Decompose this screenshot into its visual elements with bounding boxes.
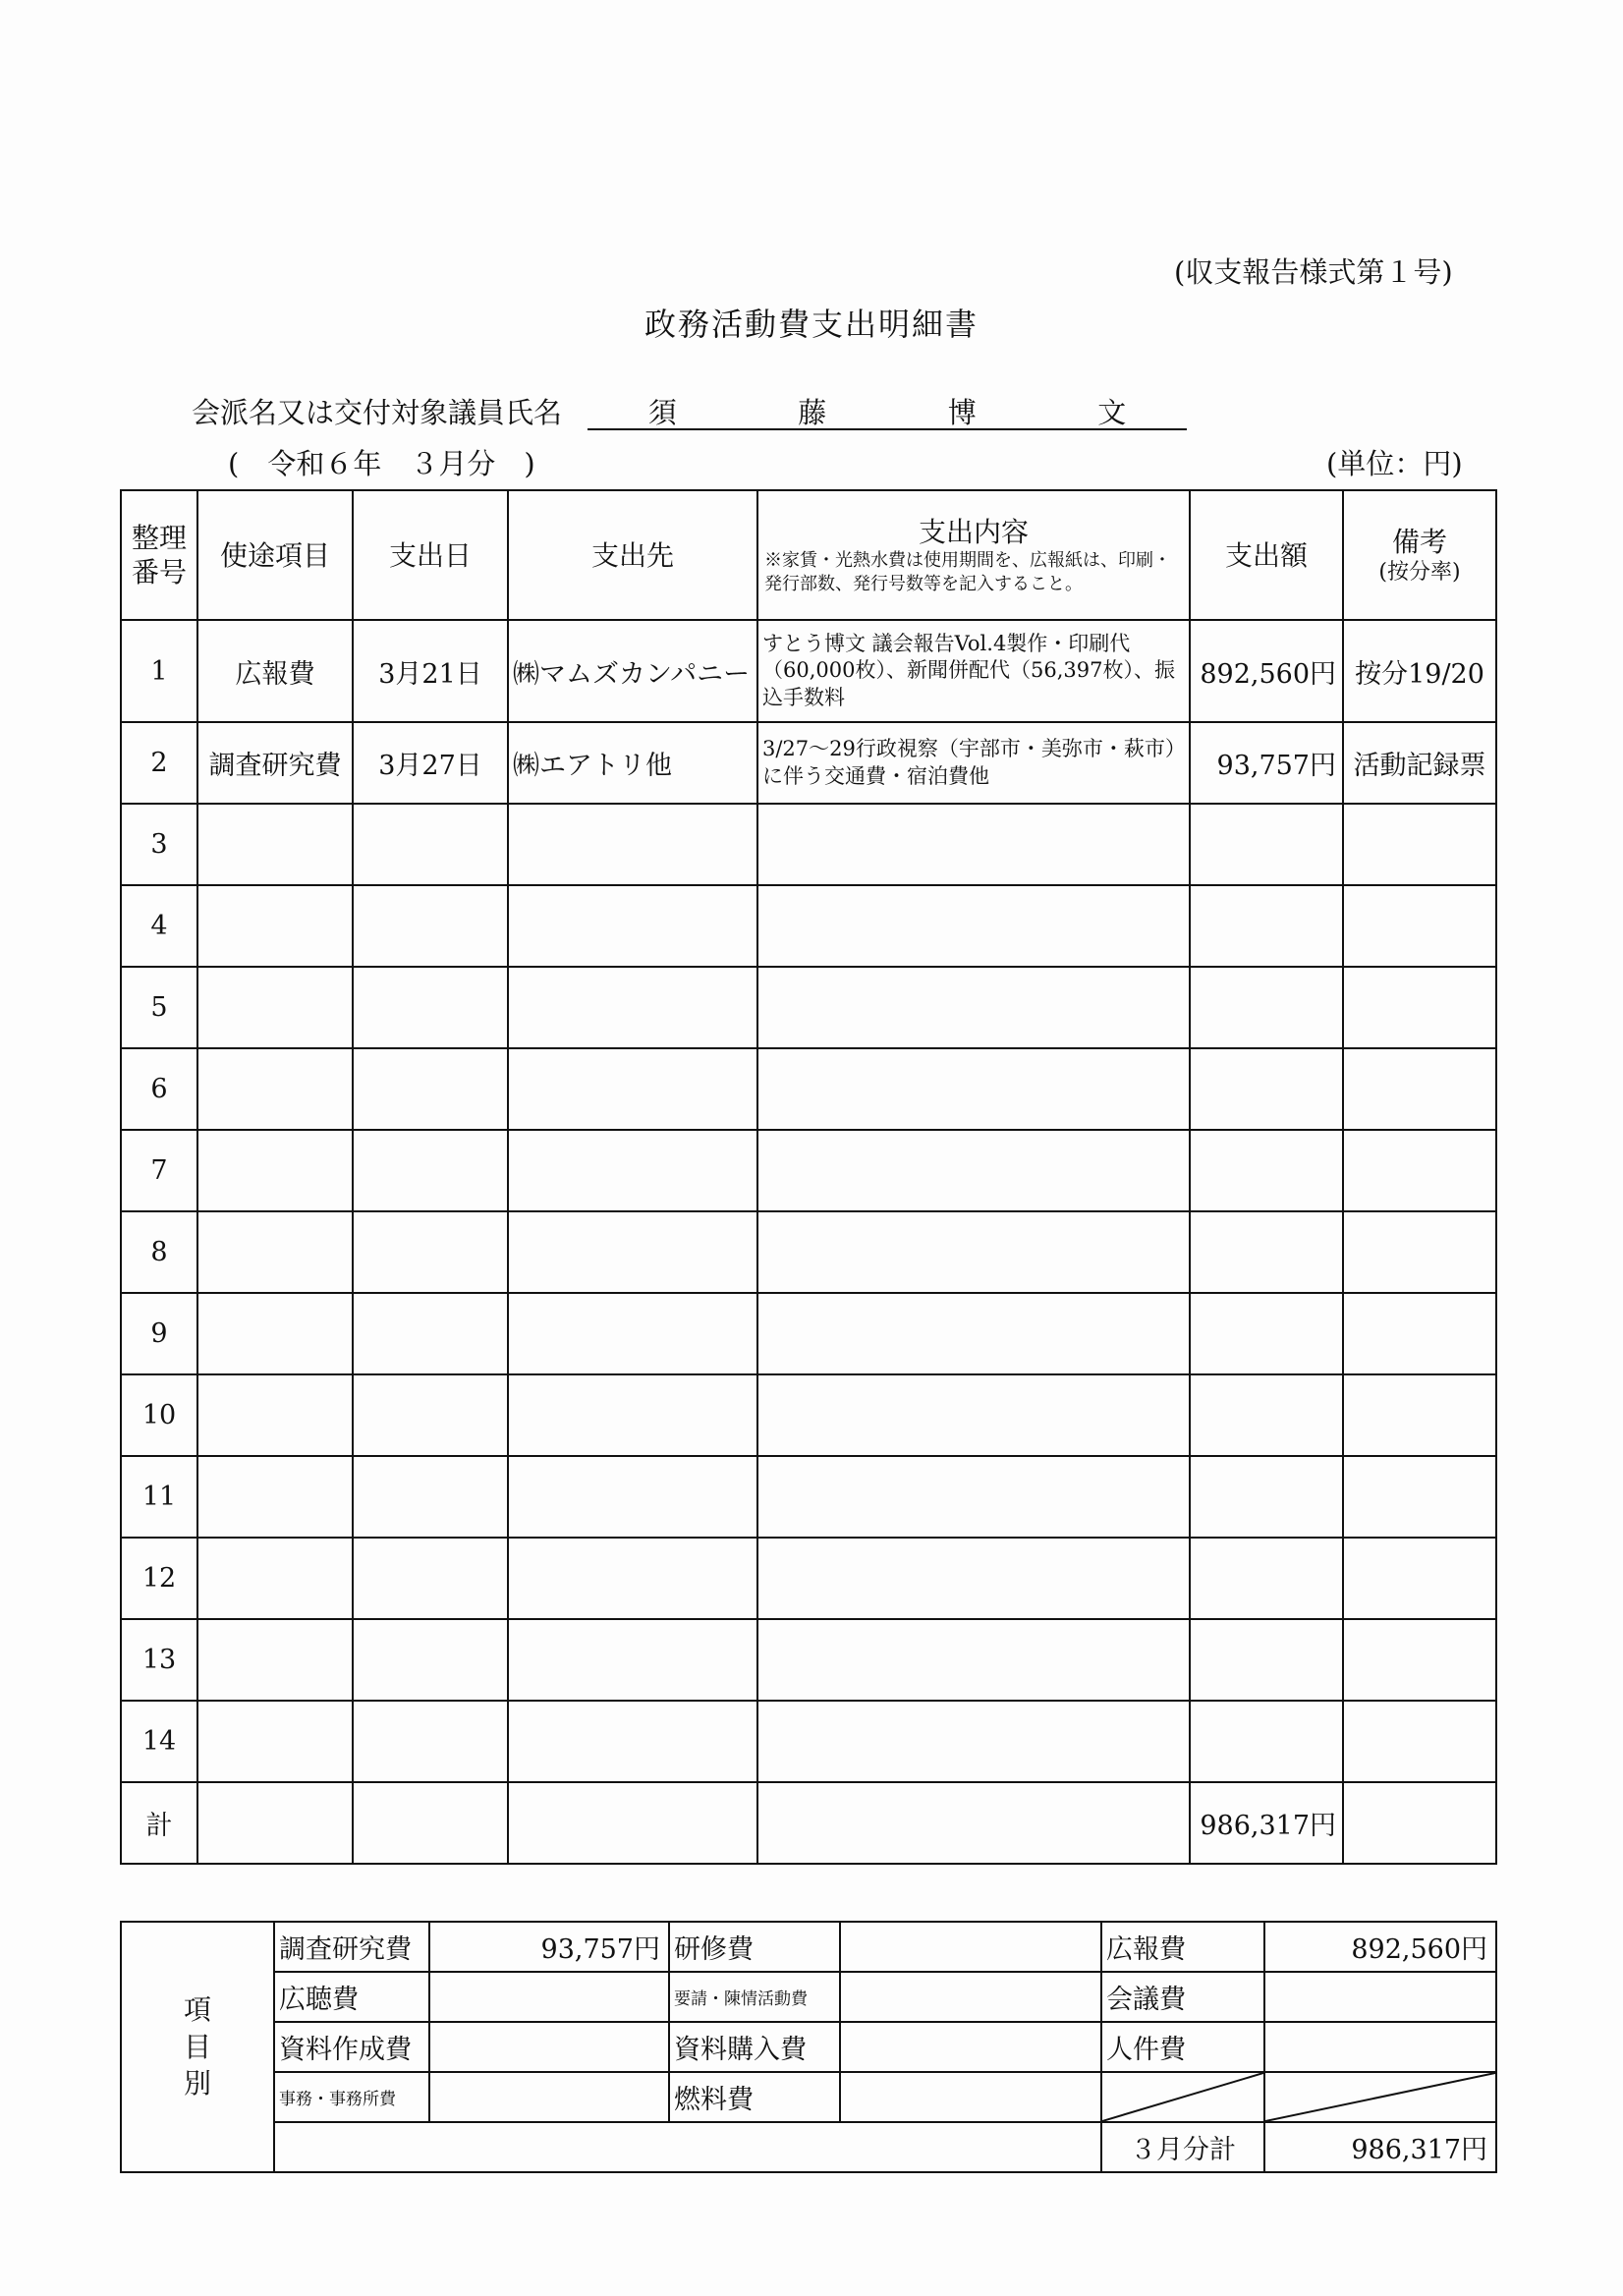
row-payee: [508, 885, 757, 967]
header-date: 支出日: [353, 490, 508, 620]
row-item: [197, 1211, 353, 1293]
row-item: [197, 885, 353, 967]
row-item: [197, 1701, 353, 1782]
table-row: [121, 967, 1496, 1048]
row-amount: [1190, 1619, 1343, 1701]
row-content: すとう博文 議会報告Vol.4製作・印刷代（60,000枚）、新聞併配代（56,397枚）、振込手数料: [757, 620, 1190, 722]
row-payee: [508, 1293, 757, 1374]
summary-label-kenshu: 研修費: [669, 1922, 840, 1972]
row-date: [353, 1211, 508, 1293]
unit-label: (単位：円): [1326, 447, 1463, 480]
table-row: [121, 1293, 1496, 1374]
diagonal-line: [1102, 2073, 1263, 2121]
summary-value-jinken: [1264, 2022, 1496, 2072]
header-row: [121, 490, 1496, 620]
row-remarks: [1343, 804, 1496, 885]
row-remarks: 活動記録票: [1343, 722, 1496, 804]
header-remarks-sub: (按分率): [1378, 559, 1461, 585]
row-no: 13: [121, 1619, 197, 1701]
name-char: 須: [647, 396, 677, 429]
row-date: [353, 1293, 508, 1374]
row-no: 14: [121, 1701, 197, 1782]
row-payee: [508, 1048, 757, 1130]
row-item: [197, 1538, 353, 1619]
header-remarks-title: 備考: [1391, 525, 1447, 558]
document-title: 政務活動費支出明細書: [644, 306, 979, 343]
row-amount: [1190, 1456, 1343, 1538]
report-period: ( 令和６年 ３月分 ): [228, 447, 535, 480]
summary-value-kaigi: [1264, 1972, 1496, 2022]
row-payee: [508, 804, 757, 885]
row-amount: [1190, 804, 1343, 885]
row-content: [757, 1782, 1190, 1864]
row-content: [757, 1701, 1190, 1782]
row-item: [197, 1048, 353, 1130]
row-item: [197, 1293, 353, 1374]
summary-label-nenryo: 燃料費: [669, 2072, 840, 2122]
row-remarks: 按分19/20: [1343, 620, 1496, 722]
table-row: [121, 804, 1496, 885]
table-row: [121, 1048, 1496, 1130]
total-row: [121, 1782, 1496, 1864]
row-no: 11: [121, 1456, 197, 1538]
summary-label-yosei: 要請・陳情活動費: [669, 1972, 840, 2022]
row-item: [197, 1782, 353, 1864]
row-date: [353, 1619, 508, 1701]
row-remarks: [1343, 1211, 1496, 1293]
summary-value-koho: 892,560円: [1264, 1922, 1496, 1972]
row-item: [197, 1374, 353, 1456]
row-remarks: [1343, 1293, 1496, 1374]
row-content: [757, 1619, 1190, 1701]
summary-side-label: 項目別: [121, 1922, 274, 2172]
header-content: [757, 490, 1190, 620]
row-item: 調査研究費: [197, 722, 353, 804]
table-row: [121, 620, 1496, 722]
table-row: [121, 722, 1496, 804]
row-payee: ㈱マムズカンパニー: [508, 620, 757, 722]
summary-value-yosei: [840, 1972, 1101, 2022]
row-remarks: [1343, 1130, 1496, 1211]
summary-label-shiryo-konyu: 資料購入費: [669, 2022, 840, 2072]
row-remarks: [1343, 1782, 1496, 1864]
row-content: [757, 1130, 1190, 1211]
faction-label: 会派名又は交付対象議員氏名: [192, 396, 563, 429]
row-content: [757, 1538, 1190, 1619]
row-content: [757, 1374, 1190, 1456]
table-row: [121, 1456, 1496, 1538]
summary-value-jimusho: [429, 2072, 669, 2122]
row-amount: [1190, 967, 1343, 1048]
summary-label-shiryo-sakusei: 資料作成費: [274, 2022, 429, 2072]
summary-label-chosa: 調査研究費: [274, 1922, 429, 1972]
summary-value-kocho: [429, 1972, 669, 2022]
category-summary-table: [120, 1921, 1497, 2173]
row-date: 3月27日: [353, 722, 508, 804]
row-item: 広報費: [197, 620, 353, 722]
header-content-title: 支出内容: [918, 516, 1029, 549]
row-date: [353, 1374, 508, 1456]
table-row: [121, 1619, 1496, 1701]
row-date: [353, 1048, 508, 1130]
diagonal-cell: [1264, 2072, 1496, 2122]
summary-label-koho: 広報費: [1101, 1922, 1264, 1972]
row-item: [197, 967, 353, 1048]
row-no: 9: [121, 1293, 197, 1374]
row-no: 7: [121, 1130, 197, 1211]
summary-value-shiryo-sakusei: [429, 2022, 669, 2072]
row-remarks: [1343, 1538, 1496, 1619]
row-no: 12: [121, 1538, 197, 1619]
row-content: [757, 1456, 1190, 1538]
row-item: [197, 1619, 353, 1701]
row-payee: [508, 1456, 757, 1538]
month-total-value: 986,317円: [1264, 2122, 1496, 2172]
summary-value-kenshu: [840, 1922, 1101, 1972]
row-content: [757, 967, 1190, 1048]
row-amount: [1190, 1048, 1343, 1130]
table-row: [121, 1130, 1496, 1211]
table-row: [121, 885, 1496, 967]
summary-label-jimusho: 事務・事務所費: [274, 2072, 429, 2122]
table-row: [121, 1701, 1496, 1782]
row-no: 6: [121, 1048, 197, 1130]
row-payee: [508, 1701, 757, 1782]
row-content: [757, 1293, 1190, 1374]
row-payee: [508, 1211, 757, 1293]
row-no: 4: [121, 885, 197, 967]
row-date: [353, 1456, 508, 1538]
form-number: (収支報告様式第１号): [1174, 255, 1453, 289]
row-content: [757, 804, 1190, 885]
row-remarks: [1343, 1619, 1496, 1701]
row-remarks: [1343, 1456, 1496, 1538]
row-amount: [1190, 1130, 1343, 1211]
total-label: 計: [121, 1782, 197, 1864]
expense-table: [120, 489, 1497, 1865]
row-no: 2: [121, 722, 197, 804]
row-no: 10: [121, 1374, 197, 1456]
header-amount: 支出額: [1190, 490, 1343, 620]
summary-label-kocho: 広聴費: [274, 1972, 429, 2022]
summary-label-jinken: 人件費: [1101, 2022, 1264, 2072]
summary-value-chosa: 93,757円: [429, 1922, 669, 1972]
row-payee: [508, 1538, 757, 1619]
row-date: [353, 1538, 508, 1619]
row-remarks: [1343, 967, 1496, 1048]
row-payee: [508, 1782, 757, 1864]
table-row: [121, 1211, 1496, 1293]
row-date: 3月21日: [353, 620, 508, 722]
name-char: 博: [947, 396, 977, 429]
faction-name: [588, 391, 1187, 430]
row-date: [353, 1782, 508, 1864]
row-no: 1: [121, 620, 197, 722]
month-total-label: ３月分計: [1101, 2122, 1264, 2172]
row-date: [353, 1701, 508, 1782]
row-amount: [1190, 1211, 1343, 1293]
row-amount: 892,560円: [1190, 620, 1343, 722]
summary-value-nenryo: [840, 2072, 1101, 2122]
row-no: 3: [121, 804, 197, 885]
row-amount: 93,757円: [1190, 722, 1343, 804]
summary-label-kaigi: 会議費: [1101, 1972, 1264, 2022]
row-remarks: [1343, 1048, 1496, 1130]
summary-blank: [274, 2122, 1101, 2172]
row-item: [197, 804, 353, 885]
summary-value-shiryo-konyu: [840, 2022, 1101, 2072]
row-payee: [508, 967, 757, 1048]
row-amount: [1190, 1701, 1343, 1782]
row-date: [353, 1130, 508, 1211]
row-payee: [508, 1374, 757, 1456]
row-amount: [1190, 1374, 1343, 1456]
name-char: 藤: [798, 396, 827, 429]
row-payee: [508, 1130, 757, 1211]
row-date: [353, 885, 508, 967]
row-payee: [508, 1619, 757, 1701]
table-row: [121, 1374, 1496, 1456]
row-remarks: [1343, 1374, 1496, 1456]
row-date: [353, 967, 508, 1048]
diagonal-line: [1265, 2073, 1495, 2121]
row-content: [757, 885, 1190, 967]
row-amount: [1190, 885, 1343, 967]
header-item: 使途項目: [197, 490, 353, 620]
header-content-note: ※家賃・光熱水費は使用期間を、広報紙は、印刷・発行部数、発行号数等を記入すること。: [764, 550, 1171, 594]
total-amount: 986,317円: [1190, 1782, 1343, 1864]
header-payee: 支出先: [508, 490, 757, 620]
row-no: 8: [121, 1211, 197, 1293]
row-amount: [1190, 1293, 1343, 1374]
name-char: 文: [1097, 396, 1127, 429]
header-no: 整理番号: [121, 490, 197, 620]
row-item: [197, 1456, 353, 1538]
row-no: 5: [121, 967, 197, 1048]
row-content: [757, 1211, 1190, 1293]
header-remarks: [1343, 490, 1496, 620]
row-date: [353, 804, 508, 885]
row-content: [757, 1048, 1190, 1130]
row-content: 3/27～29行政視察（宇部市・美弥市・萩市）に伴う交通費・宿泊費他: [757, 722, 1190, 804]
diagonal-cell: [1101, 2072, 1264, 2122]
row-remarks: [1343, 1701, 1496, 1782]
row-payee: ㈱エアトリ他: [508, 722, 757, 804]
table-row: [121, 1538, 1496, 1619]
row-remarks: [1343, 885, 1496, 967]
row-amount: [1190, 1538, 1343, 1619]
row-item: [197, 1130, 353, 1211]
